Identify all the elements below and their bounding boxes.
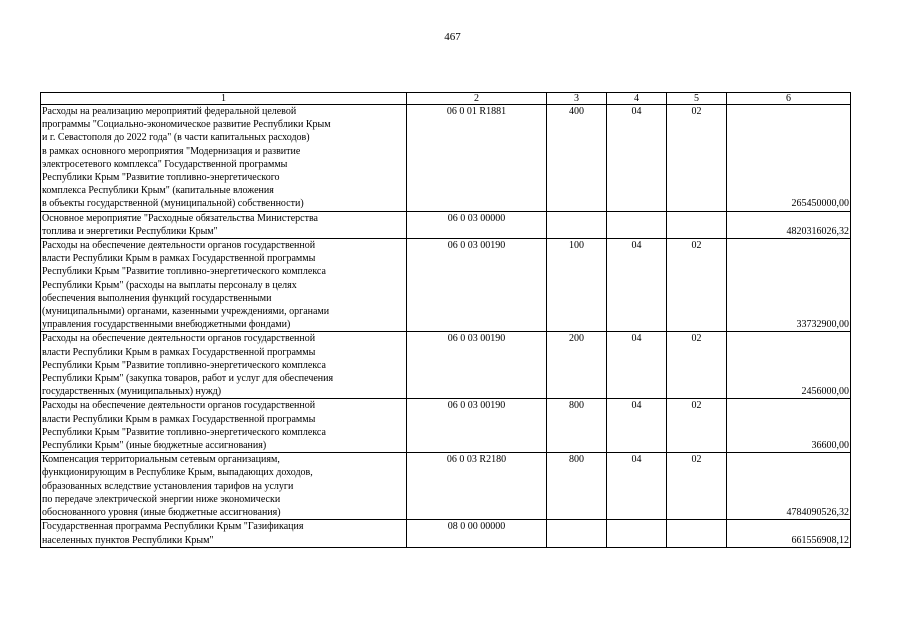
row-description: Государственная программа Республики Крым "Газификация населенных пунктов Республики Крым" [41,520,407,547]
row-amount: 265450000,00 [727,105,851,212]
column-header: 3 [547,93,607,105]
row-section: 04 [607,105,667,212]
row-amount: 4820316026,32 [727,211,851,238]
row-section: 04 [607,399,667,453]
row-subsection [667,211,727,238]
table-row [41,520,851,547]
row-subsection: 02 [667,105,727,212]
column-header: 6 [727,93,851,105]
row-section [607,520,667,547]
row-amount: 36600,00 [727,399,851,453]
row-description: Расходы на обеспечение деятельности органов государственной власти Республики Крым в рамках Государственной программы Республики Крым "Развитие топливно-энергетического комплекса Республики Крым" (иные бюджетные ассигнования) [41,399,407,453]
row-target-code: 08 0 00 00000 [407,520,547,547]
row-section: 04 [607,453,667,520]
row-target-code: 06 0 01 R1881 [407,105,547,212]
row-expense-type: 800 [547,399,607,453]
table-row [41,239,851,332]
row-expense-type: 200 [547,332,607,399]
row-amount: 2456000,00 [727,332,851,399]
row-expense-type [547,211,607,238]
column-header: 5 [667,93,727,105]
table-header-row [41,93,851,105]
row-expense-type: 400 [547,105,607,212]
row-description: Расходы на реализацию мероприятий федеральной целевой программы "Социально-экономическое развитие Республики Крым и г. Севастополя до 2022 года" (в части капитальных расходов) в рамках основного мероприятия "Модернизация и развитие электросетевого комплекса" Государственной программы Республики Крым "Развитие топливно-энергетического комплекса Республики Крым" (капитальные вложения в объекты государственной (муниципальной) собственности) [41,105,407,212]
column-header: 2 [407,93,547,105]
row-target-code: 06 0 03 00190 [407,399,547,453]
table-row [41,453,851,520]
column-header: 1 [41,93,407,105]
row-expense-type: 800 [547,453,607,520]
row-section: 04 [607,332,667,399]
row-description: Расходы на обеспечение деятельности органов государственной власти Республики Крым в рамках Государственной программы Республики Крым "Развитие топливно-энергетического комплекса Республики Крым" (расходы на выплаты персоналу в целях обеспечения выполнения функций государственными (муниципальными) органами, казенными учреждениями, органами управления государственными внебюджетными фондами) [41,239,407,332]
table-row [41,332,851,399]
column-header: 4 [607,93,667,105]
row-expense-type: 100 [547,239,607,332]
page-number: 467 [444,31,461,43]
row-amount: 661556908,12 [727,520,851,547]
row-target-code: 06 0 03 00000 [407,211,547,238]
row-description: Компенсация территориальным сетевым организациям, функционирующим в Республике Крым, выпадающих доходов, образованных вследствие установления тарифов на услуги по передаче электрической энергии ниже экономически обоснованного уровня (иные бюджетные ассигнования) [41,453,407,520]
row-target-code: 06 0 03 R2180 [407,453,547,520]
row-amount: 33732900,00 [727,239,851,332]
row-subsection: 02 [667,239,727,332]
row-section: 04 [607,239,667,332]
row-subsection: 02 [667,332,727,399]
row-subsection [667,520,727,547]
table-row [41,105,851,212]
table-row [41,211,851,238]
row-description: Расходы на обеспечение деятельности органов государственной власти Республики Крым в рамках Государственной программы Республики Крым "Развитие топливно-энергетического комплекса Республики Крым" (закупка товаров, работ и услуг для обеспечения государственных (муниципальных) нужд) [41,332,407,399]
table-body [41,105,851,548]
row-expense-type [547,520,607,547]
row-amount: 4784090526,32 [727,453,851,520]
table-row [41,399,851,453]
row-subsection: 02 [667,399,727,453]
row-target-code: 06 0 03 00190 [407,239,547,332]
row-section [607,211,667,238]
row-subsection: 02 [667,453,727,520]
row-target-code: 06 0 03 00190 [407,332,547,399]
row-description: Основное мероприятие "Расходные обязательства Министерства топлива и энергетики Республики Крым" [41,211,407,238]
budget-table [40,92,851,548]
